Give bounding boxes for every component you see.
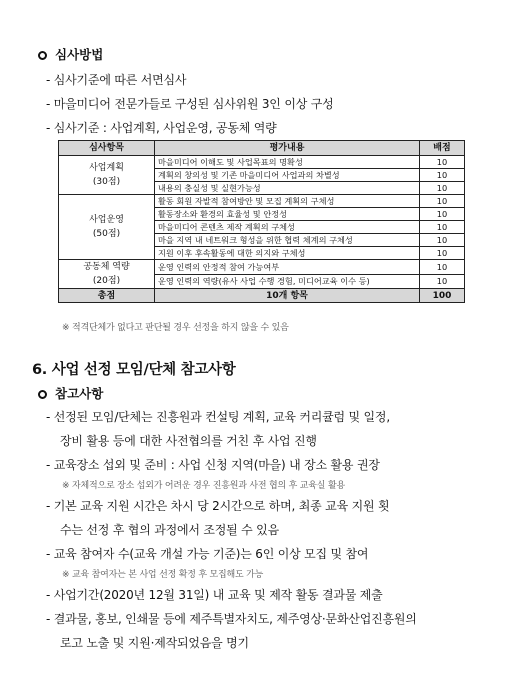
score-cell: 10	[420, 182, 465, 195]
category-cell	[59, 195, 155, 260]
table-note: ※ 적격단체가 없다고 판단될 경우 선정을 하지 않을 수 있음	[62, 323, 289, 333]
category-cell	[59, 156, 155, 195]
list-item: - 결과물, 홍보, 인쇄물 등에 제주특별자치도, 제주영상·문화산업진흥원의	[46, 612, 417, 626]
list-item: - 심사기준 : 사업계획, 사업운영, 공동체 역량	[46, 121, 277, 135]
content-cell: 마을 지역 내 네트워크 형성을 위한 협력 체계의 구체성	[155, 234, 420, 247]
category-name: 공동체 역량	[83, 262, 130, 272]
score-cell: 10	[420, 234, 465, 247]
table-header-row	[59, 141, 465, 156]
list-item-text: 심사기준에 따른 서면심사	[53, 73, 187, 87]
list-item-text: 교육 참여자 수(교육 개설 가능 기준)는 6인 이상 모집 및 참여	[53, 547, 369, 561]
header-content: 평가내용	[155, 141, 420, 156]
content-cell: 지원 이후 후속활동에 대한 의지와 구체성	[155, 247, 420, 260]
total-label: 총점	[59, 289, 155, 303]
score-cell: 10	[420, 260, 465, 275]
list-item-text: 마을미디어 전문가들로 구성된 심사위원 3인 이상 구성	[53, 97, 334, 111]
list-item: - 선정된 모임/단체는 진흥원과 컨설팅 계획, 교육 커리큘럼 및 일정,	[46, 410, 390, 424]
list-item: - 기본 교육 지원 시간은 차시 당 2시간으로 하며, 최종 교육 지원 횟	[46, 499, 390, 513]
total-score: 100	[420, 289, 465, 303]
score-cell: 10	[420, 221, 465, 234]
item-note: ※ 자체적으로 장소 섭외가 어려운 경우 진흥원과 사전 협의 후 교육실 활용	[62, 481, 345, 491]
score-cell: 10	[420, 208, 465, 221]
item-note: ※ 교육 참여자는 본 사업 선정 확정 후 모집해도 가능	[62, 570, 264, 580]
total-content: 10개 항목	[155, 289, 420, 303]
list-item-continuation: 장비 활용 등에 대한 사전협의를 거친 후 사업 진행	[60, 434, 317, 448]
score-cell: 10	[420, 247, 465, 260]
total-row	[59, 289, 465, 303]
score-cell: 10	[420, 169, 465, 182]
list-item-text: 결과물, 홍보, 인쇄물 등에 제주특별자치도, 제주영상·문화산업진흥원의	[53, 612, 417, 626]
header-category: 심사항목	[59, 141, 155, 156]
category-name: 사업계획	[89, 163, 124, 173]
circle-bullet-icon	[38, 51, 47, 60]
category-points: (20점)	[92, 276, 121, 286]
list-item-text: 기본 교육 지원 시간은 차시 당 2시간으로 하며, 최종 교육 지원 횟	[53, 499, 390, 513]
list-item: - 교육 참여자 수(교육 개설 가능 기준)는 6인 이상 모집 및 참여	[46, 547, 369, 561]
list-item-continuation: 로고 노출 및 지원·제작되었음을 명기	[60, 636, 249, 650]
content-cell: 마을미디어 이해도 및 사업목표의 명확성	[155, 156, 420, 169]
section-heading-label: 심사방법	[55, 47, 104, 62]
list-item: - 사업기간(2020년 12월 31일) 내 교육 및 제작 활동 결과물 제출	[46, 588, 383, 602]
content-cell: 내용의 충실성 및 실현가능성	[155, 182, 420, 195]
score-cell: 10	[420, 195, 465, 208]
content-cell: 활동장소와 환경의 효율성 및 안정성	[155, 208, 420, 221]
list-item: - 교육장소 섭외 및 준비 : 사업 신청 지역(마을) 내 장소 활용 권장	[46, 458, 380, 472]
content-cell: 운영 인력의 역량(유사 사업 수행 경험, 미디어교육 이수 등)	[155, 274, 420, 289]
category-name: 사업운영	[89, 215, 124, 225]
list-item-continuation: 수는 선정 후 협의 과정에서 조정될 수 있음	[60, 523, 279, 537]
circle-bullet-icon	[38, 390, 47, 399]
content-cell: 활동 회원 자발적 참여방안 및 모집 계획의 구체성	[155, 195, 420, 208]
category-cell	[59, 260, 155, 289]
section-heading	[38, 45, 103, 63]
content-cell: 계획의 창의성 및 기존 마을미디어 사업과의 차별성	[155, 169, 420, 182]
score-cell: 10	[420, 156, 465, 169]
section-heading-label: 참고사항	[55, 386, 104, 401]
table-row	[59, 195, 465, 208]
table-row	[59, 156, 465, 169]
criteria-table	[58, 140, 465, 303]
list-item-text: 선정된 모임/단체는 진흥원과 컨설팅 계획, 교육 커리큘럼 및 일정,	[53, 410, 390, 424]
category-points: (30점)	[92, 177, 121, 187]
list-item-text: 교육장소 섭외 및 준비 : 사업 신청 지역(마을) 내 장소 활용 권장	[53, 458, 380, 472]
list-item-text: 사업기간(2020년 12월 31일) 내 교육 및 제작 활동 결과물 제출	[53, 588, 383, 602]
list-item-text: 심사기준 : 사업계획, 사업운영, 공동체 역량	[53, 121, 277, 135]
section-heading	[38, 384, 103, 402]
table-row	[59, 260, 465, 275]
content-cell: 마을미디어 콘텐츠 제작 계획의 구체성	[155, 221, 420, 234]
content-cell: 운영 인력의 안정적 참여 가능여부	[155, 260, 420, 275]
list-item: - 심사기준에 따른 서면심사	[46, 73, 187, 87]
header-score: 배점	[420, 141, 465, 156]
score-cell: 10	[420, 274, 465, 289]
list-item: - 마을미디어 전문가들로 구성된 심사위원 3인 이상 구성	[46, 97, 334, 111]
section-title: 6. 사업 선정 모임/단체 참고사항	[32, 362, 236, 378]
category-points: (50점)	[92, 229, 121, 239]
